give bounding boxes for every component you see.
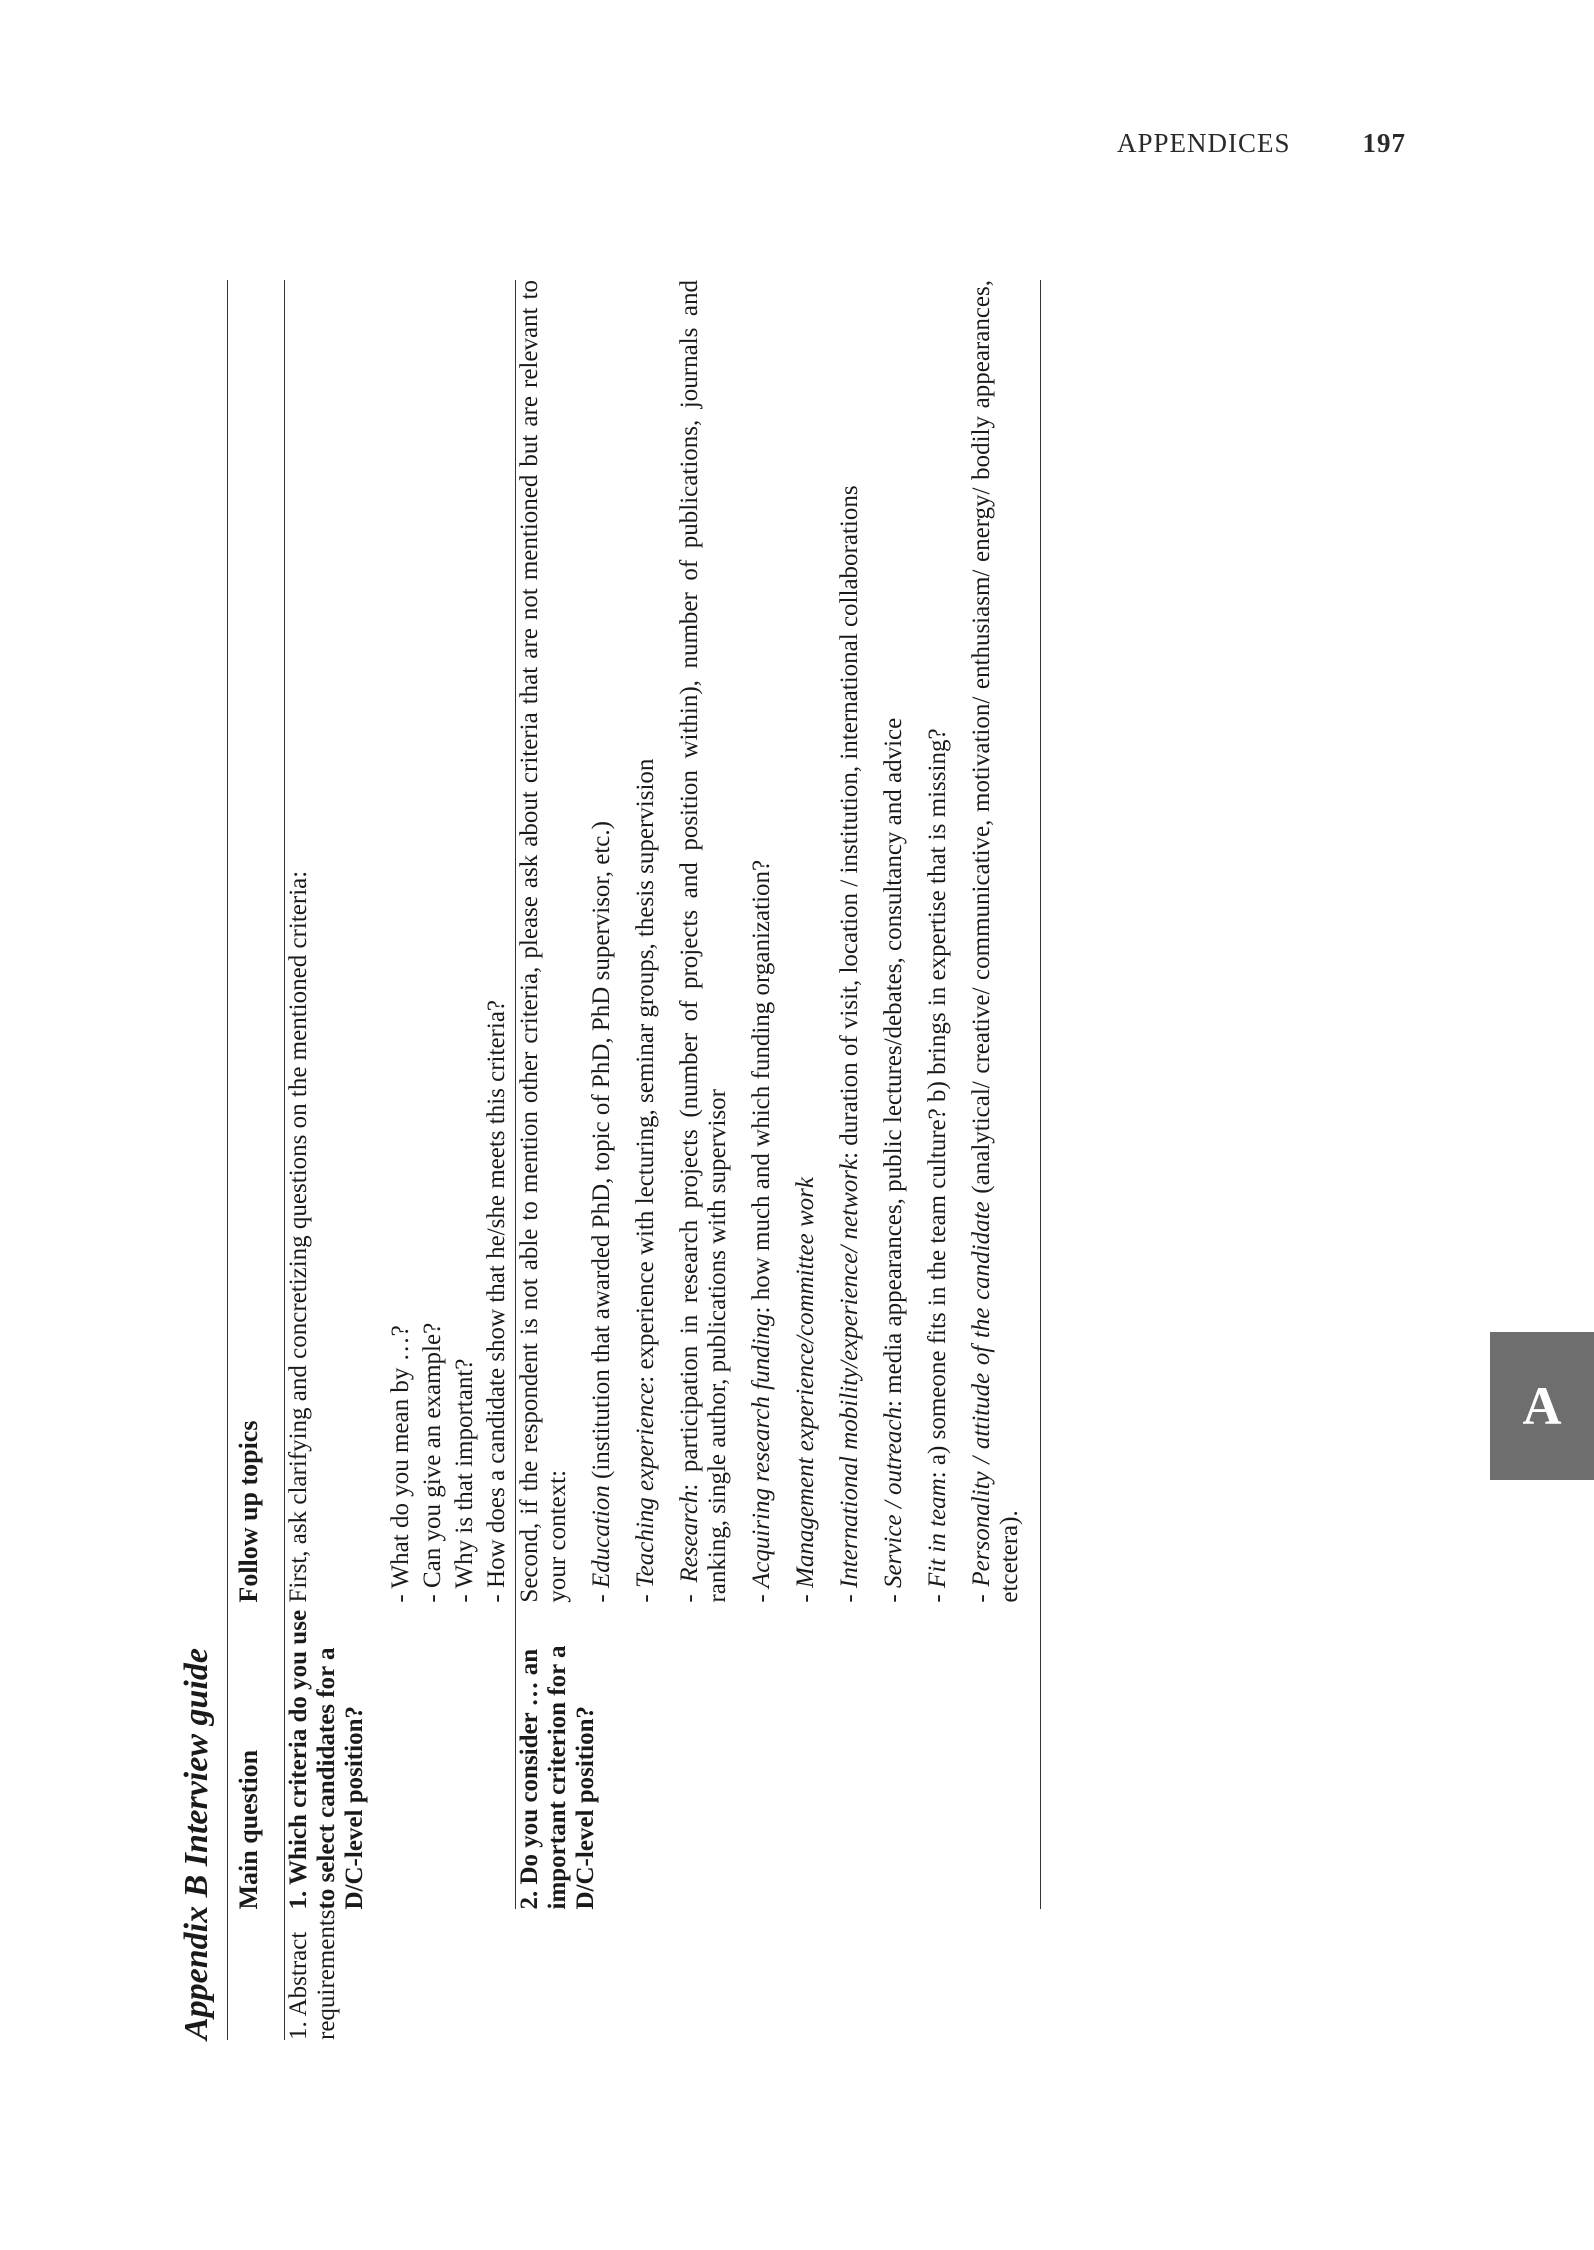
follow-up-q1	[285, 280, 516, 1603]
follow-up-q2	[516, 280, 1041, 1603]
topic-term: Fit in team	[924, 1478, 951, 1588]
table-row-q2	[516, 280, 1041, 2040]
q1-intro: First, ask clarifying and concretizing questions on the mentioned criteria:	[285, 870, 312, 1603]
topic-text: (analytical/ creative/ communicative, motivation/ enthusiasm/ energy/ bodily appearances, etcetera).	[968, 279, 1023, 1603]
topic-text: : media appearances, public lectures/debates, consultancy and advice	[880, 717, 907, 1408]
topic-prefix: -	[836, 1587, 863, 1603]
topic-term: Research	[676, 1490, 703, 1583]
topic-prefix: -	[924, 1587, 951, 1603]
appendix-title: Appendix B Interview guide	[178, 1648, 215, 2040]
q2-text: 2. Do you consider … an important criterion for a D/C-level position?	[516, 1645, 599, 1910]
topic-prefix: -	[792, 1587, 819, 1603]
topic-item	[968, 280, 1024, 1603]
topic-prefix: -	[632, 1587, 659, 1603]
topic-prefix: -	[676, 1582, 703, 1603]
table-row-q1	[285, 280, 516, 2040]
topic-prefix: -	[588, 1587, 615, 1603]
topic-text: : how much and which funding organization?	[748, 859, 775, 1314]
header-follow-up: Follow up topics	[228, 280, 285, 1603]
topic-term: Education	[588, 1485, 615, 1588]
topic-term: International mobility/experience/ network	[836, 1158, 863, 1588]
topic-text: : experience with lecturing, seminar groups, thesis supervision	[632, 758, 659, 1383]
topic-term: Service / outreach	[880, 1407, 907, 1588]
abstract-requirements-label: 1. Abstract requirements	[285, 1909, 340, 2040]
topic-item	[632, 280, 660, 1603]
main-question-1	[285, 1603, 516, 1910]
header-main-question: Main question	[228, 1603, 285, 1910]
topic-item	[792, 280, 820, 1603]
topic-text: : a) someone fits in the team culture? b) brings in expertise that is missing?	[924, 728, 951, 1479]
topic-prefix: -	[748, 1587, 775, 1603]
appendix-thumb-tab: A	[1490, 1332, 1594, 1480]
q2-topic-list	[588, 280, 1024, 1603]
topic-item	[836, 280, 864, 1603]
topic-text: (institution that awarded PhD, topic of PhD, PhD supervisor, etc.)	[588, 821, 615, 1486]
rotated-content	[175, 280, 1345, 2040]
section-title: APPENDICES	[1116, 128, 1291, 158]
topic-term: Personality / attitude of the candidate	[968, 1201, 995, 1587]
list-item: - What do you mean by …?	[387, 1325, 414, 1603]
topic-item	[588, 280, 616, 1603]
page-number: 197	[1362, 128, 1406, 158]
topic-item	[748, 280, 776, 1603]
topic-term: Teaching experience	[632, 1382, 659, 1588]
topic-term: Acquiring research funding	[748, 1313, 775, 1588]
q1-text: 1. Which criteria do you use to select candidates for a D/C-level position?	[285, 1609, 368, 1910]
table-header-row	[228, 280, 285, 2040]
list-item: - Can you give an example?	[419, 1322, 446, 1603]
topic-prefix: -	[880, 1587, 907, 1603]
interview-guide-table	[227, 280, 1041, 2040]
list-item: - Why is that important?	[451, 1358, 478, 1603]
topic-item	[880, 280, 908, 1603]
q2-intro: Second, if the respondent is not able to mention other criteria, please ask about criteria that are not mentioned but are relevant to your context:	[516, 280, 571, 1603]
header-blank	[228, 1910, 285, 2041]
topic-text: : participation in research projects (number of projects and position within), number of publications, journals and ranking, single author, publications with supervisor	[676, 280, 731, 1603]
topic-text: : duration of visit, location / institution, international collaborations	[836, 485, 863, 1159]
topic-prefix: -	[968, 1586, 995, 1603]
topic-term: Management experience/committee work	[792, 1177, 819, 1588]
main-question-2	[516, 1603, 1041, 1910]
topic-item	[676, 280, 732, 1603]
list-item: - How does a candidate show that he/she meets this criteria?	[483, 999, 510, 1603]
topic-item	[924, 280, 952, 1603]
running-head	[1117, 128, 1406, 159]
